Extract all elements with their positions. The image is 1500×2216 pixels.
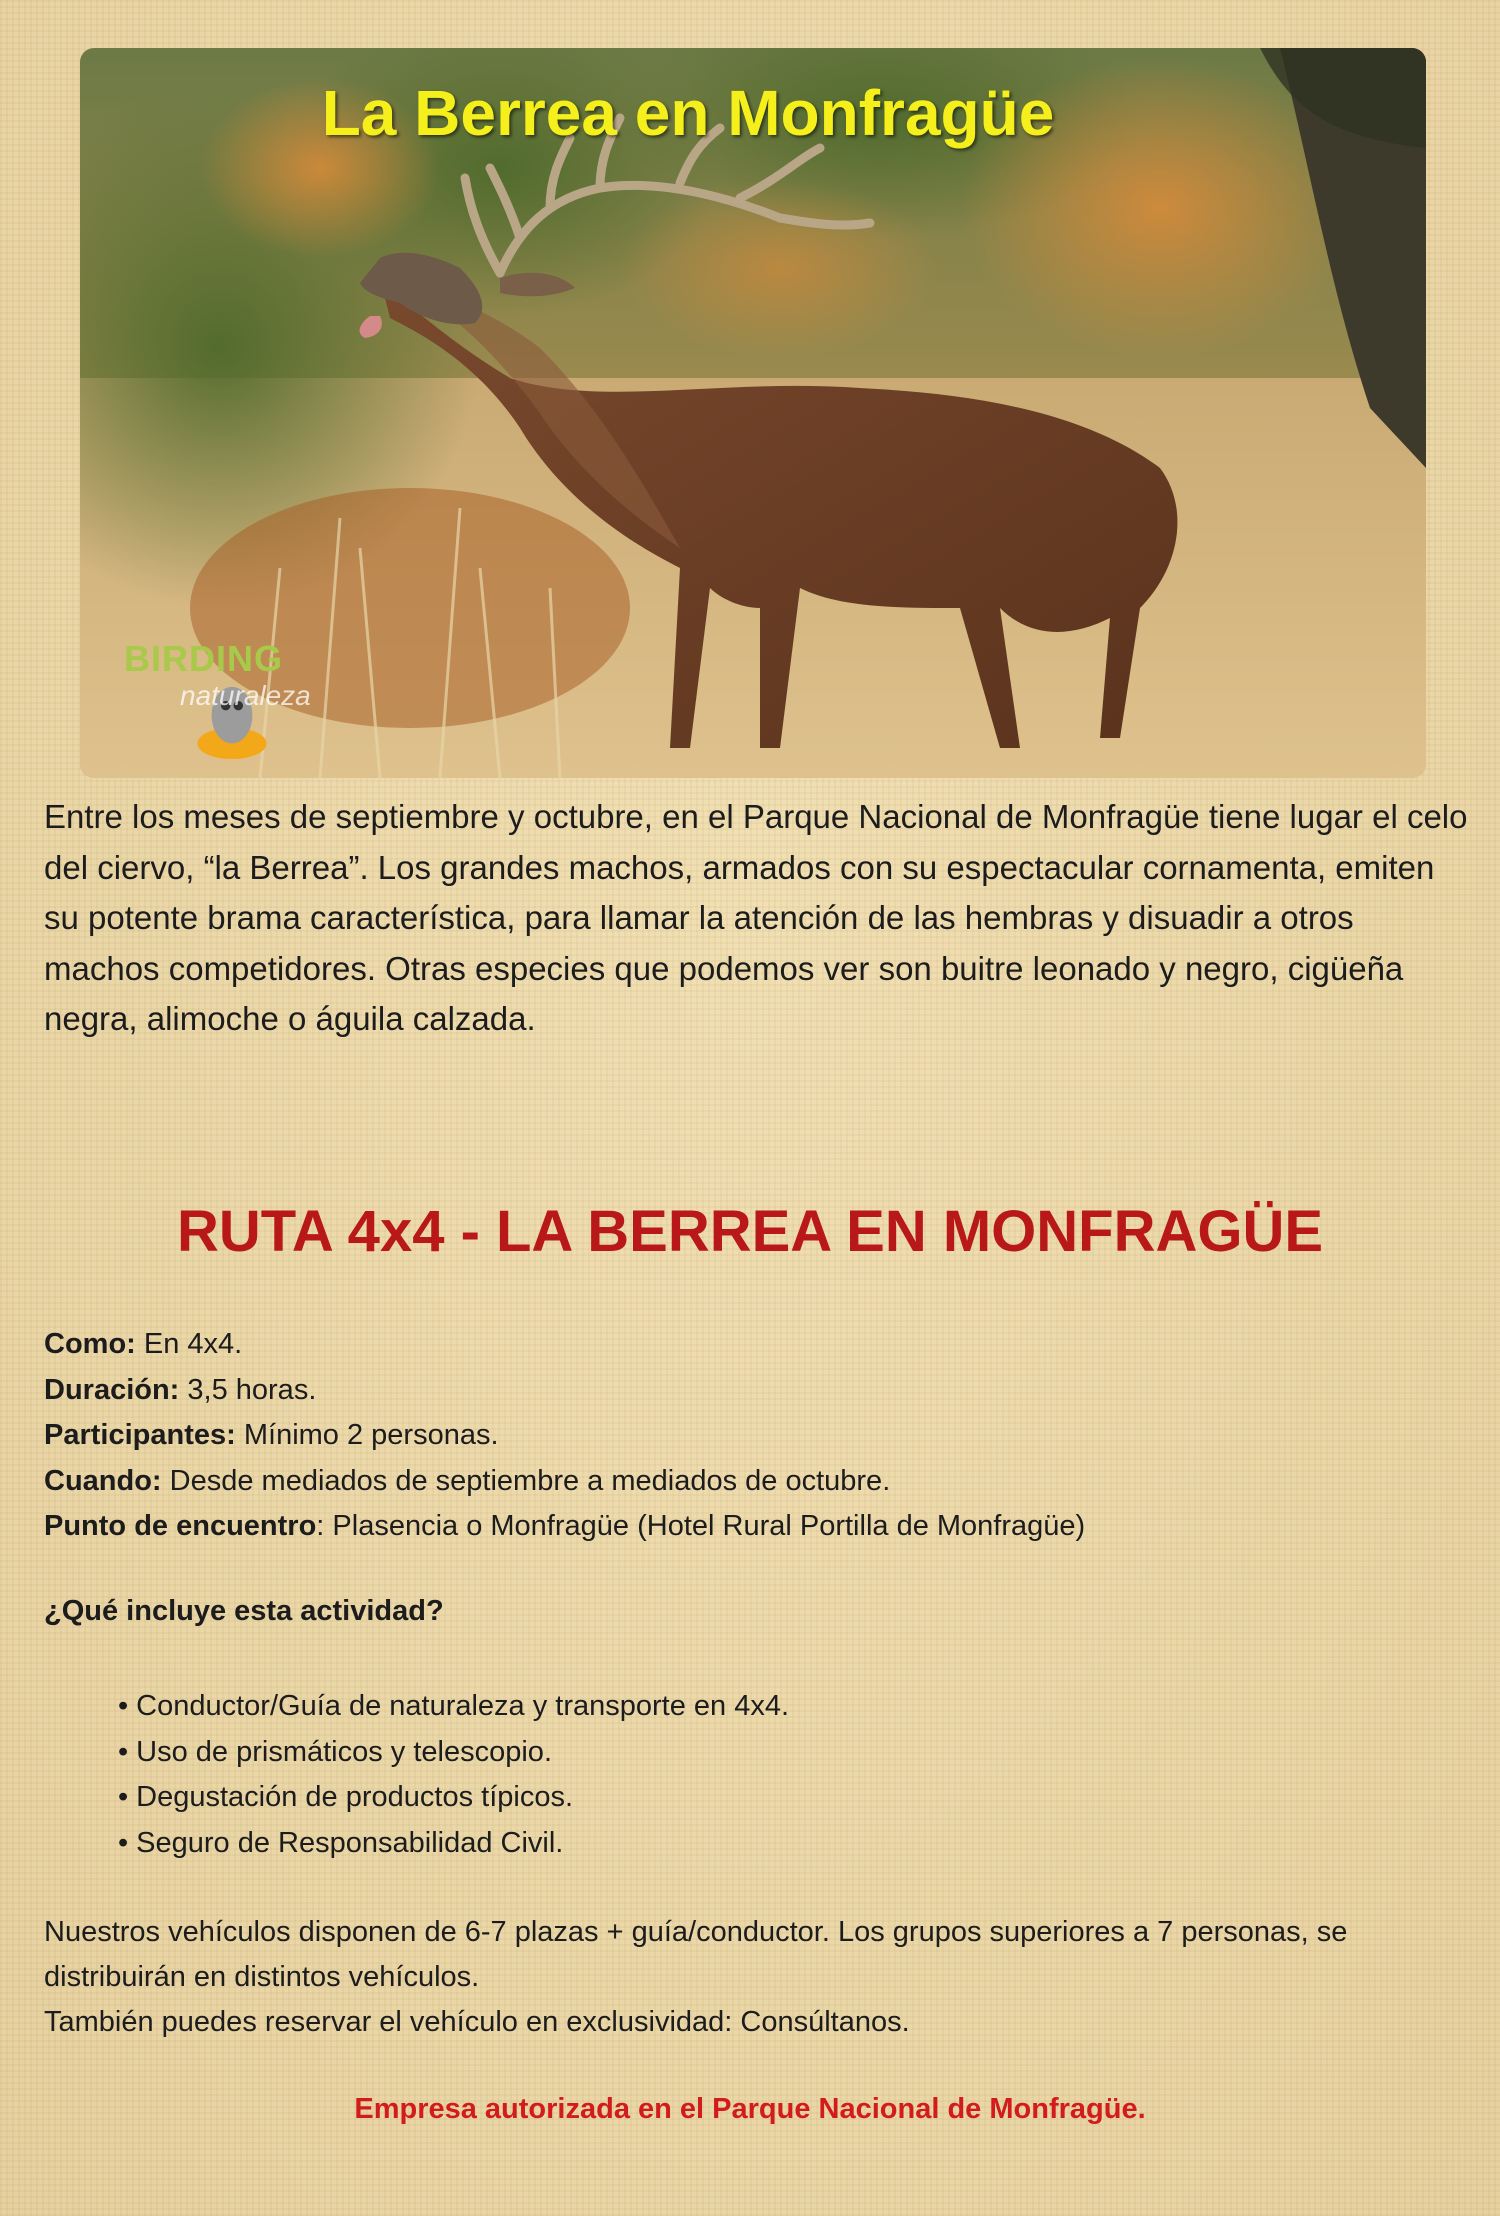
authorized-company-note: Empresa autorizada en el Parque Nacional de Monfragüe.: [354, 2093, 1146, 2125]
detail-label: Participantes:: [44, 1419, 236, 1451]
route-details: [44, 1322, 1444, 1550]
list-item: • Uso de prismáticos y telescopio.: [118, 1730, 789, 1776]
detail-row-cuando: [44, 1459, 1444, 1505]
detail-value: Desde mediados de septiembre a mediados de octubre.: [161, 1464, 891, 1497]
list-item: • Conductor/Guía de naturaleza y transporte en 4x4.: [118, 1684, 789, 1730]
detail-value: En 4x4.: [135, 1328, 243, 1360]
detail-row-como: [44, 1322, 1444, 1368]
detail-row-duracion: [44, 1368, 1444, 1414]
hero-title: La Berrea en Monfragüe: [321, 77, 1055, 149]
intro-paragraph: Entre los meses de septiembre y octubre, en el Parque Nacional de Monfragüe tiene lugar el celo del ciervo, “la Berrea”. Los grandes machos, armados con su espectacular cornamenta, emiten su potente brama característica, para llamar la atención de las hembras y disuadir a otros machos competidores. Otras especies que podemos ver son buitre leonado y negro, cigüeña negra, alimoche o águila calzada.: [44, 798, 1468, 1037]
detail-value: 3,5 horas.: [179, 1373, 317, 1406]
list-item: • Degustación de productos típicos.: [118, 1775, 789, 1821]
detail-row-punto-encuentro: [44, 1504, 1444, 1550]
detail-label: Duración:: [44, 1373, 180, 1406]
vehicles-exclusive-text: También puedes reservar el vehículo en exclusividad: Consúltanos.: [44, 2006, 910, 2038]
detail-label: Como:: [44, 1328, 136, 1360]
detail-label: Cuando:: [44, 1464, 162, 1497]
detail-value: Mínimo 2 personas.: [235, 1419, 499, 1451]
route-title: RUTA 4x4 - LA BERREA EN MONFRAGÜE: [176, 1199, 1324, 1264]
logo-wordmark: BIRDING: [124, 638, 283, 679]
list-item: • Seguro de Responsabilidad Civil.: [118, 1821, 789, 1867]
vehicles-capacity-text: Nuestros vehículos disponen de 6-7 plazas + guía/conductor. Los grupos superiores a 7 personas, se distribuirán en distintos vehículos.: [44, 1916, 1348, 1993]
detail-value: : Plasencia o Monfragüe (Hotel Rural Portilla de Monfragüe): [316, 1510, 1086, 1542]
includes-heading: ¿Qué incluye esta actividad?: [44, 1595, 444, 1627]
vehicles-info: [44, 1910, 1464, 2045]
birding-logo: [102, 638, 362, 748]
includes-list: [118, 1684, 789, 1866]
detail-row-participantes: [44, 1413, 1444, 1459]
detail-label: Punto de encuentro: [44, 1510, 317, 1542]
logo-subtitle: naturaleza: [180, 680, 311, 711]
hero-photo: [80, 48, 1426, 778]
